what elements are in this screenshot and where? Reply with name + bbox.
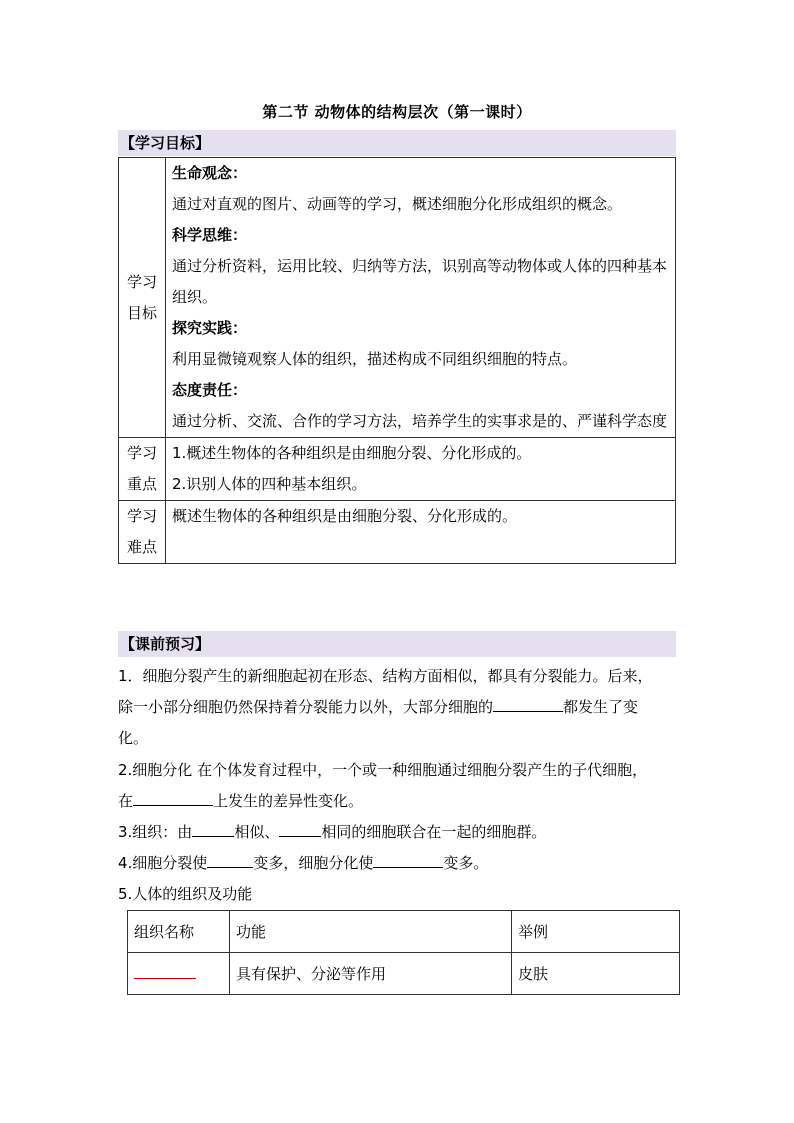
key-points-label: [119, 438, 166, 501]
answer-blank[interactable]: [192, 820, 234, 837]
difficulty-content: [166, 501, 676, 564]
column-header: 组织名称: [128, 911, 230, 953]
question-1: [118, 661, 683, 754]
label-line: 目标: [126, 303, 157, 322]
key-point-line: 1.概述生物体的各种组织是由细胞分裂、分化形成的。: [172, 444, 532, 462]
objective-label: [119, 158, 166, 438]
question-5: 5.人体的组织及功能: [118, 885, 253, 903]
label-line: 学习: [126, 272, 157, 291]
objective-text: 利用显微镜观察人体的组织，描述构成不同组织细胞的特点。: [172, 350, 578, 368]
difficulty-label: [119, 501, 166, 564]
question-line: [118, 692, 683, 723]
tissue-table: [127, 910, 680, 995]
label-line: 学习: [126, 507, 157, 525]
question-text: 化。: [118, 729, 149, 747]
question-4: [118, 848, 683, 879]
table-row: [119, 158, 676, 438]
answer-blank[interactable]: [134, 964, 196, 979]
question-text: 变多。: [443, 854, 489, 872]
question-text: 1．细胞分裂产生的新细胞起初在形态、结构方面相似，都具有分裂能力。后来，: [118, 667, 653, 685]
answer-blank[interactable]: [373, 851, 443, 868]
question-text: 3.组织：由: [118, 823, 193, 841]
question-text: 在: [118, 792, 134, 810]
label-line: 学习: [126, 444, 157, 462]
label-line: 难点: [126, 538, 157, 556]
tissue-name-cell: [128, 953, 230, 995]
objective-text: 通过分析、交流、合作的学习方法，培养学生的实事求是的、严谨科学态度: [172, 412, 668, 430]
objective-content: [166, 158, 676, 438]
table-header-row: [128, 911, 680, 953]
column-header: 功能: [230, 911, 512, 953]
page-title: 第二节 动物体的结构层次（第一课时）: [262, 103, 532, 121]
function-cell: 具有保护、分泌等作用: [230, 953, 512, 995]
answer-blank[interactable]: [133, 789, 213, 806]
objective-heading: 生命观念：: [172, 164, 248, 182]
question-text: 都发生了变: [563, 698, 639, 716]
objective-text: 通过对直观的图片、动画等的学习，概述细胞分化形成组织的概念。: [172, 195, 623, 213]
objective-text: 通过分析资料，运用比较、归纳等方法，识别高等动物体或人体的四种基本组织。: [172, 257, 668, 306]
difficulty-line: 概述生物体的各种组织是由细胞分裂、分化形成的。: [172, 507, 518, 525]
question-text: 2.细胞分化 在个体发育过程中，一个或一种细胞通过细胞分裂产生的子代细胞，: [118, 761, 648, 779]
question-text: 除一小部分细胞仍然保持着分裂能力以外，大部分细胞的: [118, 698, 494, 716]
key-point-line: 2.识别人体的四种基本组织。: [172, 475, 367, 493]
objectives-table: [118, 157, 676, 564]
label-line: 重点: [126, 475, 157, 493]
objective-heading: 探究实践：: [172, 319, 248, 337]
column-header: 举例: [512, 911, 680, 953]
question-text: 变多，细胞分化使: [253, 854, 374, 872]
table-row: [119, 438, 676, 501]
question-line: [118, 786, 683, 817]
answer-blank[interactable]: [493, 695, 563, 712]
question-text: 相同的细胞联合在一起的细胞群。: [321, 823, 547, 841]
objective-heading: 态度责任：: [172, 381, 248, 399]
question-text: 上发生的差异性变化。: [213, 792, 364, 810]
example-cell: 皮肤: [512, 953, 680, 995]
question-text: 4.细胞分裂使: [118, 854, 208, 872]
question-3: [118, 817, 683, 848]
answer-blank[interactable]: [207, 851, 253, 868]
table-row: [128, 953, 680, 995]
objectives-header: 【学习目标】: [118, 130, 676, 156]
question-2: [118, 755, 683, 817]
objective-heading: 科学思维：: [172, 226, 248, 244]
question-text: 相似、: [234, 823, 280, 841]
answer-blank[interactable]: [279, 820, 321, 837]
preview-header: 【课前预习】: [118, 631, 676, 657]
key-points-content: [166, 438, 676, 501]
table-row: [119, 501, 676, 564]
